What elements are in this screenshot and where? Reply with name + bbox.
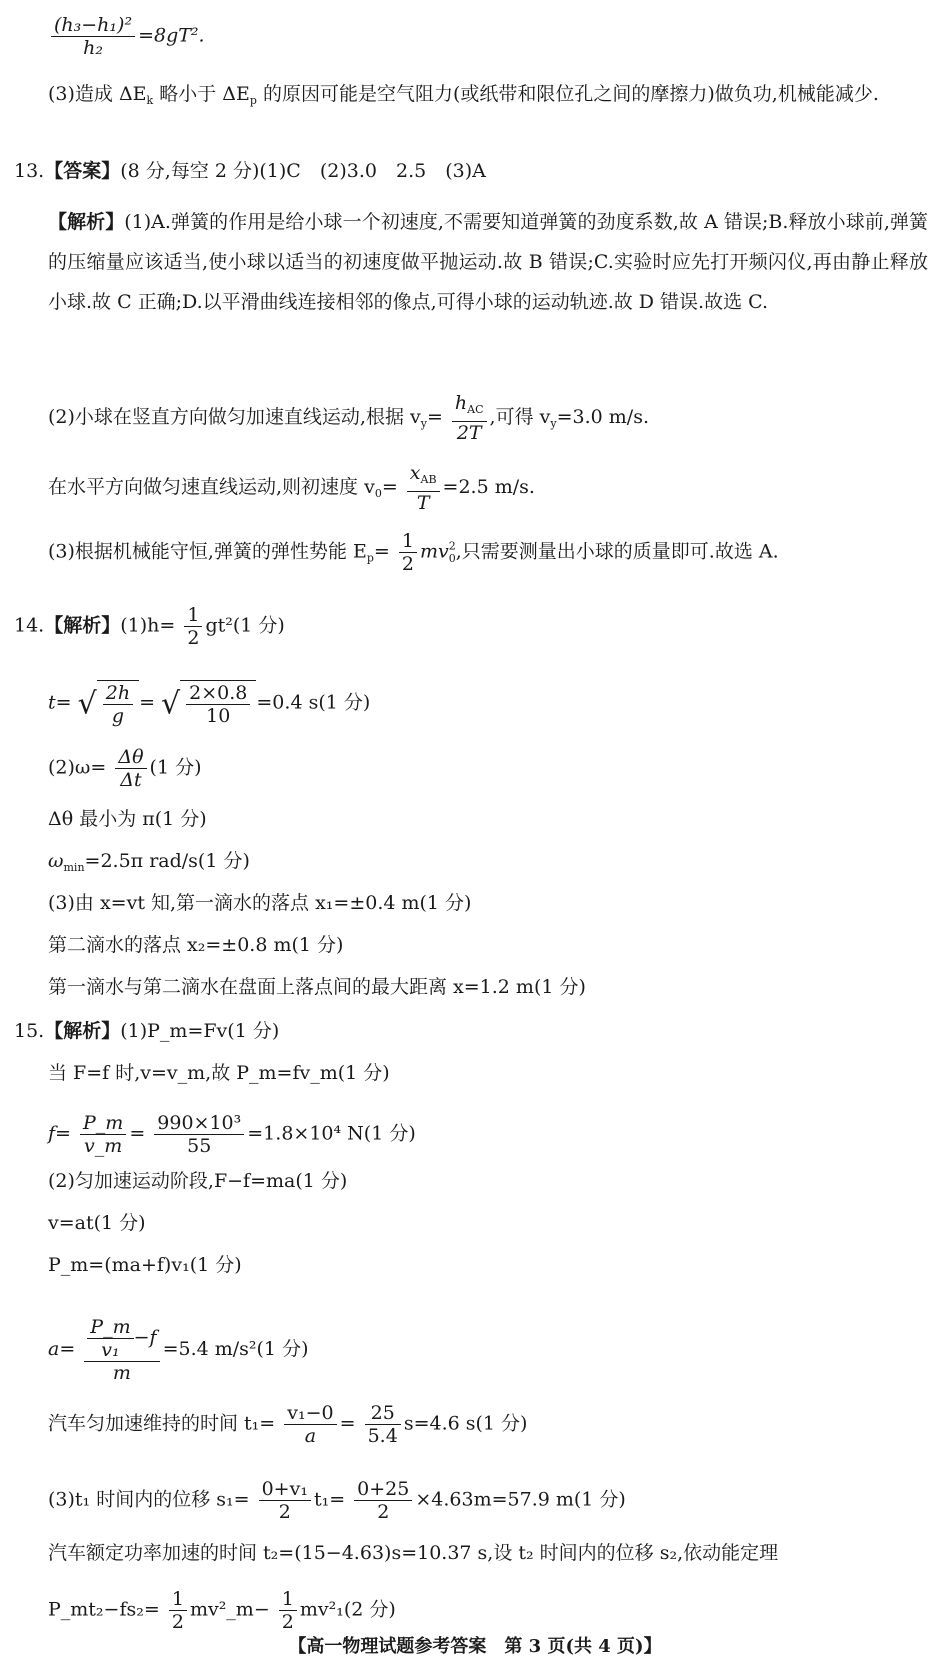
fraction: $\frac{x_{AB}}{T}$ bbox=[407, 462, 440, 514]
q15-line-11: P_mt₂−fs₂= $\frac{1}{2}$ mv²_m− $\frac{1}{2}$ mv²₁(2 分) bbox=[48, 1588, 396, 1633]
q14-line-1: 14.【解析】(1)h= $\frac{1}{2}$ gt²(1 分) bbox=[14, 604, 285, 649]
q15-line-4: (2)匀加速运动阶段,F−f=ma(1 分) bbox=[48, 1170, 348, 1192]
q15-line-1: 15.【解析】(1)P_m=Fv(1 分) bbox=[14, 1020, 280, 1042]
q14-line-8: 第一滴水与第二滴水在盘面上落点间的最大距离 x=1.2 m(1 分) bbox=[48, 976, 586, 998]
q15-line-2: 当 F=f 时,v=v_m,故 P_m=fv_m(1 分) bbox=[48, 1062, 390, 1084]
fraction: $\frac{P\_m}{v\_m}$ bbox=[80, 1112, 126, 1157]
q14-line-7: 第二滴水的落点 x₂=±0.8 m(1 分) bbox=[48, 934, 344, 956]
q15-line-10: 汽车额定功率加速的时间 t₂=(15−4.63)s=10.37 s,设 t₂ 时间内的位移 s₂,依动能定理 bbox=[48, 1542, 779, 1564]
fraction: $\frac{P\_m}{\text{v₁}}$ −f m bbox=[84, 1316, 159, 1384]
q13-analysis-2: (2)小球在竖直方向做匀加速直线运动,根据 $v_y=$ $\frac{h_{AC}}{2T}$ ,可得 $v_y=3.0$ m/s. bbox=[48, 392, 649, 444]
q13-analysis-3: 在水平方向做匀速直线运动,则初速度 $v_0=$ $\frac{x_{AB}}{T}$ =2.5 m/s. bbox=[48, 462, 535, 514]
fraction: $\frac{1}{2}$ bbox=[169, 1588, 187, 1633]
q14-line-6: (3)由 x=vt 知,第一滴水的落点 x₁=±0.4 m(1 分) bbox=[48, 892, 472, 914]
formula-top: $\frac{\text{(h₃−h₁)²}}{\text{h₂}}$ =8gT². bbox=[48, 14, 930, 59]
fraction: $\frac{\text{990×10³}}{55}$ bbox=[154, 1112, 244, 1157]
q13-analysis-1: 【解析】(1)A.弹簧的作用是给小球一个初速度,不需要知道弹簧的劲度系数,故 A 错误;B.释放小球前,弹簧的压缩量应该适当,使小球以适当的初速度做平抛运动.故 B 错误;C.实验时应先打开频闪仪,再由静止释放小球.故 C 正确;D.以平滑曲线连接相邻的像点,可得小球的运动轨迹.故 D 错误.故选 C. bbox=[48, 211, 928, 313]
page-footer: 【高一物理试题参考答案 第 3 页(共 4 页)】 bbox=[288, 1636, 662, 1657]
fraction: $\frac{1}{2}$ bbox=[184, 604, 202, 649]
q15-line-7: a= $\frac{P\_m}{\text{v₁}}$ −f m =5.4 m/s²(1 分) bbox=[48, 1316, 309, 1384]
sqrt: √ $\frac{2\times 0.8}{10}$ bbox=[161, 680, 256, 727]
q14-line-4: Δθ 最小为 π(1 分) bbox=[48, 808, 207, 830]
fraction: $\frac{\text{0+v₁}}{2}$ bbox=[259, 1478, 311, 1523]
q14-line-2: t= √ $\frac{2h}{g}$ = √ $\frac{2\times 0.8}{10}$ =0.4 s(1 分) bbox=[48, 682, 371, 727]
fraction: $\frac{25}{5.4}$ bbox=[365, 1402, 401, 1447]
fraction: $\frac{1}{2}$ bbox=[399, 530, 417, 575]
fraction: $\frac{0+25}{2}$ bbox=[354, 1478, 412, 1523]
q15-line-5: v=at(1 分) bbox=[48, 1212, 146, 1234]
q14-line-3: (2)ω= $\frac{\Delta\theta}{\Delta t}$ (1 分) bbox=[48, 746, 202, 791]
q15-line-9: (3)t₁ 时间内的位移 s₁= $\frac{\text{0+v₁}}{2}$ t₁= $\frac{0+25}{2}$ ×4.63m=57.9 m(1 分) bbox=[48, 1478, 626, 1523]
sqrt: √ $\frac{2h}{g}$ bbox=[78, 680, 139, 727]
fraction: $\frac{\text{(h₃−h₁)²}}{\text{h₂}}$ bbox=[51, 14, 135, 59]
q12-part3: (3)造成 $\Delta E_k$ 略小于 $\Delta E_p$ 的原因可能是空气阻力(或纸带和限位孔之间的摩擦力)做负功,机械能减少. bbox=[48, 83, 879, 107]
fraction: $\frac{\Delta\theta}{\Delta t}$ bbox=[115, 746, 146, 791]
q13-answer: 13.【答案】(8 分,每空 2 分)(1)C (2)3.0 2.5 (3)A bbox=[14, 160, 486, 182]
fraction: $\frac{1}{2}$ bbox=[279, 1588, 297, 1633]
q15-line-6: P_m=(ma+f)v₁(1 分) bbox=[48, 1254, 242, 1276]
fraction: $\frac{\text{v₁−0}}{a}$ bbox=[284, 1402, 336, 1447]
q13-analysis-4: (3)根据机械能守恒,弹簧的弹性势能 $E_p=$ $\frac{1}{2}$ $mv^2_0$,只需要测量出小球的质量即可.故选 A. bbox=[48, 530, 779, 575]
q15-line-8: 汽车匀加速维持的时间 t₁= $\frac{\text{v₁−0}}{a}$ = $\frac{25}{5.4}$ s=4.6 s(1 分) bbox=[48, 1402, 528, 1447]
q15-line-3: f= $\frac{P\_m}{v\_m}$ = $\frac{\text{990×10³}}{55}$ =1.8×10⁴ N(1 分) bbox=[48, 1112, 416, 1157]
q14-line-5: $\omega_{min}=2.5\pi$ rad/s(1 分) bbox=[48, 850, 250, 874]
fraction: $\frac{h_{AC}}{2T}$ bbox=[452, 392, 487, 444]
